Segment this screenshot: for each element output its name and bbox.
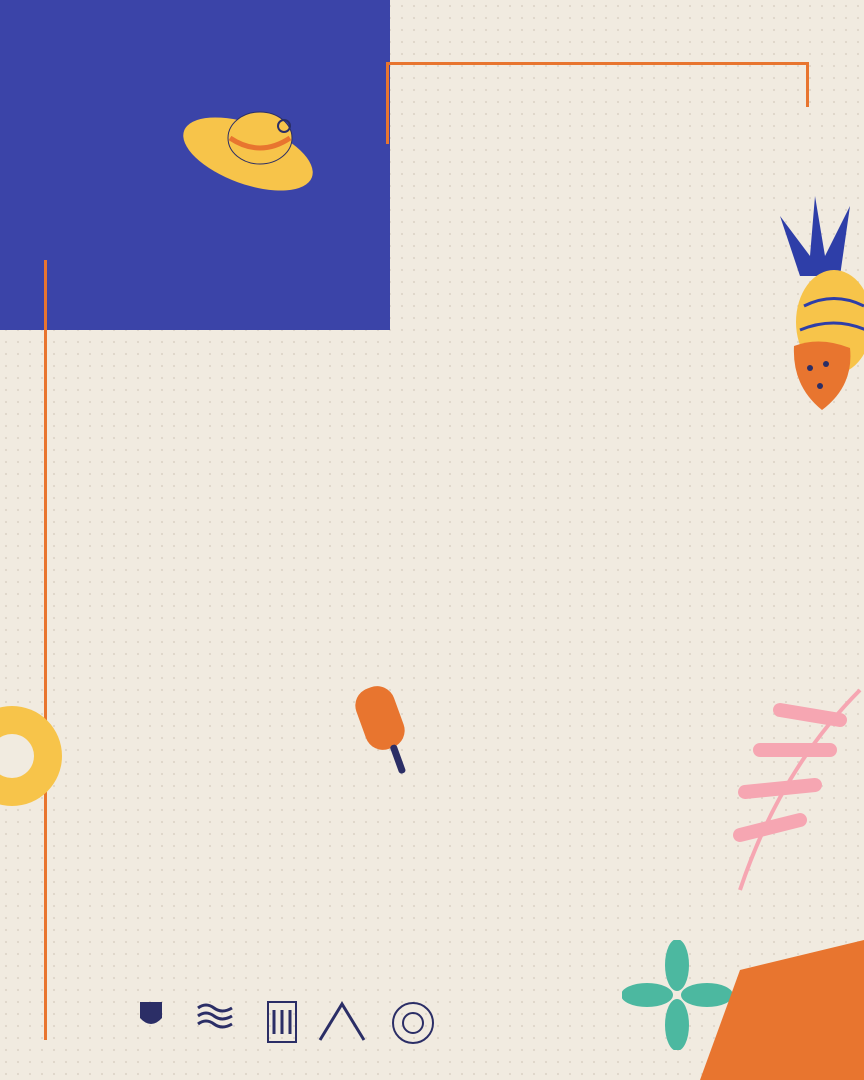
decor-line-right <box>806 62 809 107</box>
popsicle-illustration <box>350 678 420 778</box>
logo-maestrale <box>266 1000 298 1044</box>
logo-udruga-studenata <box>390 1000 436 1046</box>
logo-zlatousti <box>316 1000 368 1044</box>
logo-makarska <box>196 1000 234 1030</box>
palm-leaf-illustration <box>720 680 864 910</box>
logo-grad-makarska <box>138 1000 164 1030</box>
ring-float-illustration <box>0 690 70 820</box>
decor-line-top <box>386 62 806 65</box>
pineapple-strawberry-illustration <box>770 196 864 426</box>
decor-line-vertical <box>44 260 47 1040</box>
year-background-shape <box>680 940 864 1080</box>
decor-line-left <box>386 62 389 144</box>
sun-hat-illustration <box>176 92 326 202</box>
